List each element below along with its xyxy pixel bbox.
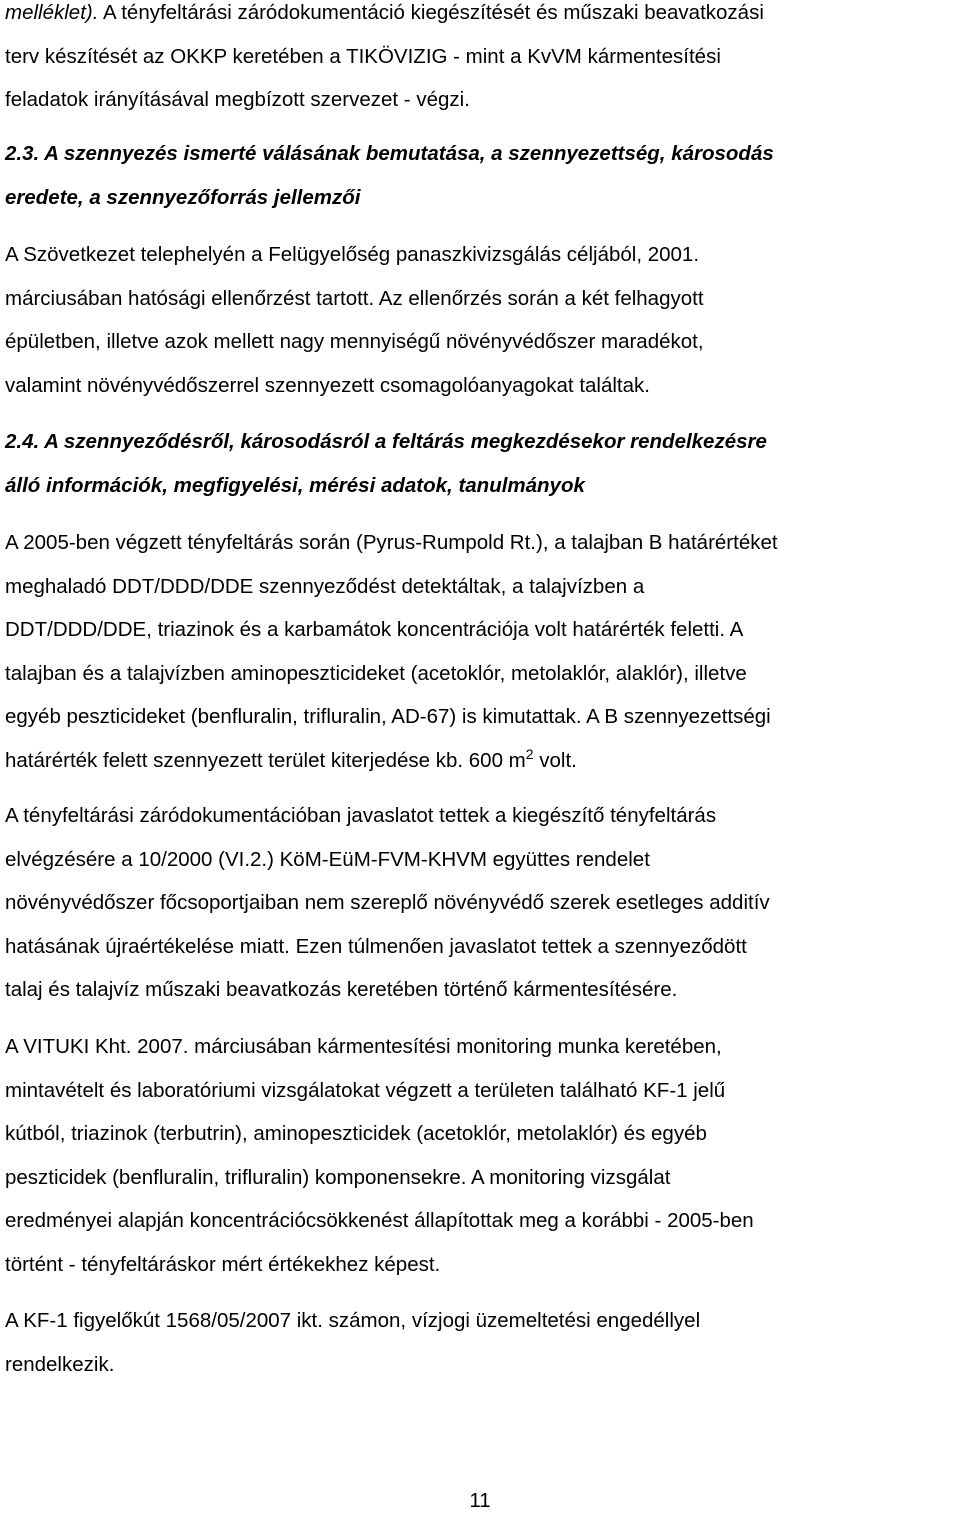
page-number: 11: [469, 1489, 491, 1512]
paragraph-1-main: A 2005-ben végzett tényfeltárás során (Pyrus-Rumpold Rt.), a talajban B határértéket meghaladó DDT/DDD/DDE szennyeződést detektáltak, a talajvízben a DDT/DDD/DDE, triazinok és a karbamátok koncentrációja volt határérték feletti. A talajban és a talajvízben aminopeszticideket (acetoklór, metolaklór, alaklór), illetve egyéb peszticideket (benfluralin, trifluralin, AD-67) is kimutattak. A B szennyezettségi határérték felett szennyezett terület kiterjedése kb. 600 m: [5, 531, 778, 772]
section-2-4-heading: 2.4. A szennyeződésről, károsodásról a feltárás megkezdésekor rendelkezésre álló információk, megfigyelési, mérési adatok, tanulmányok: [5, 430, 767, 497]
intro-italic-prefix: melléklet).: [5, 1, 99, 24]
section-2-3-heading: 2.3. A szennyezés ismerté válásának bemutatása, a szennyezettség, károsodás eredete, a szennyezőforrás jellemzői: [5, 142, 774, 209]
section-2-4-paragraph-3: A VITUKI Kht. 2007. márciusában kármentesítési monitoring munka keretében, mintavételt és laboratóriumi vizsgálatokat végzett a területen található KF-1 jelű kútból, triazinok (terbutrin), aminopeszticidek (acetoklór, metolaklór) és egyéb peszticidek (benfluralin, trifluralin) komponensekre. A monitoring vizsgálat eredményei alapján koncentrációcsökkenést állapítottak meg a korábbi - 2005-ben történt - tényfeltáráskor mért értékekhez képest.: [5, 1035, 754, 1276]
area-unit-superscript: 2: [525, 745, 534, 762]
section-2-4-paragraph-2: A tényfeltárási záródokumentációban javaslatot tettek a kiegészítő tényfeltárás elvégzésére a 10/2000 (VI.2.) KöM-EüM-FVM-KHVM együttes rendelet növényvédőszer főcsoportjaiban nem szereplő növényvédő szerek esetleges additív hatásának újraértékelése miatt. Ezen túlmenően javaslatot tettek a szennyeződött talaj és talajvíz műszaki beavatkozás keretében történő kármentesítésére.: [5, 804, 770, 1002]
section-2-3-paragraph: A Szövetkezet telephelyén a Felügyelőség panaszkivizsgálás céljából, 2001. márciusában hatósági ellenőrzést tartott. Az ellenőrzés során a két felhagyott épületben, illetve azok mellett nagy mennyiségű növényvédőszer maradékot, valamint növényvédőszerrel szennyezett csomagolóanyagokat találtak.: [5, 243, 704, 397]
intro-text: A tényfeltárási záródokumentáció kiegészítését és műszaki beavatkozási terv készítését az OKKP keretében a TIKÖVIZIG - mint a KvVM kármentesítési feladatok irányításával megbízott szervezet - végzi.: [5, 1, 764, 112]
paragraph-1-end: volt.: [533, 748, 577, 772]
section-2-4-paragraph-4: A KF-1 figyelőkút 1568/05/2007 ikt. számon, vízjogi üzemeltetési engedéllyel rendelkezik.: [5, 1309, 701, 1376]
intro-paragraph: [5, 0, 960, 122]
section-2-4-paragraph-1: [5, 521, 960, 783]
